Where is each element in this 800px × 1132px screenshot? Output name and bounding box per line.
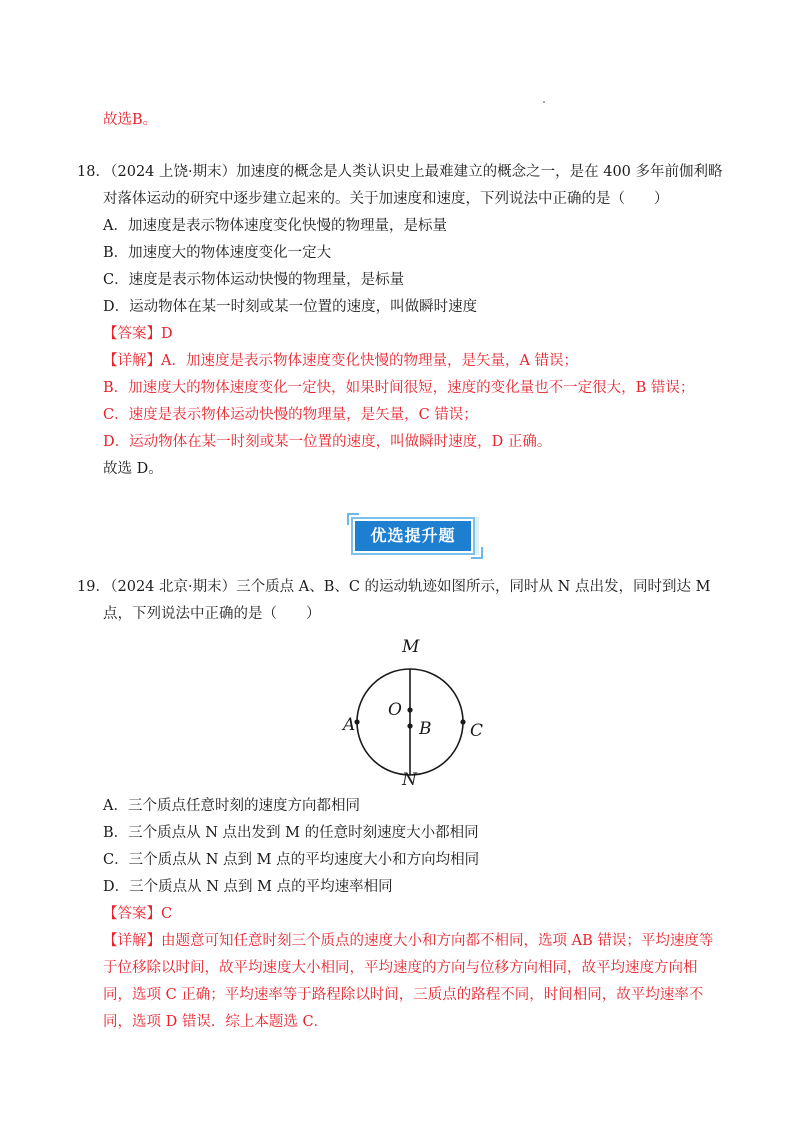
label-o: O [388,700,402,720]
option-c: C．三个质点从 N 点到 M 点的平均速度大小和方向均相同 [103,852,480,868]
label-m: M [402,637,420,657]
label-c: C [470,721,484,741]
conclusion: 故选 D。 [103,461,163,477]
option-a: A．三个质点任意时刻的速度方向都相同 [103,798,360,814]
trajectory-figure [335,630,495,790]
detail-line-4: D．运动物体在某一时刻或某一位置的速度，叫做瞬时速度，D 正确。 [103,434,552,450]
detail-line-3: 同，选项 C 正确；平均速率等于路程除以时间，三质点的路程不同，时间相同，故平均速率不 [103,987,704,1003]
question-stem-line-2: 对落体运动的研究中逐步建立起来的。关于加速度和速度，下列说法中正确的是（ ） [103,191,669,207]
label-b: B [419,719,432,739]
label-n: N [402,770,417,790]
option-a: A．加速度是表示物体速度变化快慢的物理量，是标量 [103,218,447,234]
question-number: 19． [77,579,110,595]
detail-line-3: C．速度是表示物体运动快慢的物理量，是矢量，C 错误； [103,407,478,423]
detail-line-1: 【详解】由题意可知任意时刻三个质点的速度大小和方向都不相同，选项 AB 错误；平均速度等 [103,933,714,949]
question-number: 18． [77,164,110,180]
detail-line-2: B．加速度大的物体速度变化一定快，如果时间很短，速度的变化量也不一定很大，B 错误； [103,380,695,396]
point-o-dot [407,707,412,712]
point-b-dot [407,723,412,728]
detail-line-2: 于位移除以时间，故平均速度大小相同，平均速度的方向与位移方向相同，故平均速度方向相 [103,960,698,976]
option-c: C．速度是表示物体运动快慢的物理量，是标量 [103,272,405,288]
answer: 【答案】C [103,906,173,922]
option-d: D．运动物体在某一时刻或某一位置的速度，叫做瞬时速度 [103,299,478,315]
question-stem-line-2: 点，下列说法中正确的是（ ） [103,606,321,622]
detail-line-1: 【详解】A．加速度是表示物体速度变化快慢的物理量，是矢量，A 错误； [103,353,579,369]
section-banner [347,513,483,559]
option-d: D．三个质点从 N 点到 M 点的平均速率相同 [103,879,393,895]
page-mark [543,101,545,103]
prev-conclusion: 故选B。 [103,112,158,128]
answer: 【答案】D [103,326,173,342]
question-stem-line-1: （2024 上饶·期末）加速度的概念是人类认识史上最难建立的概念之一，是在 400 多年前伽利略 [103,164,723,180]
option-b: B．加速度大的物体速度变化一定大 [103,245,332,261]
banner-title: 优选提升题 [353,519,473,553]
option-b: B．三个质点从 N 点出发到 M 的任意时刻速度大小都相同 [103,825,479,841]
label-a: A [343,715,356,735]
point-c-dot [460,719,465,724]
question-stem-line-1: （2024 北京·期末）三个质点 A、B、C 的运动轨迹如图所示，同时从 N 点出发，同时到达 M [103,579,711,595]
detail-line-4: 同，选项 D 错误．综上本题选 C． [103,1014,329,1030]
